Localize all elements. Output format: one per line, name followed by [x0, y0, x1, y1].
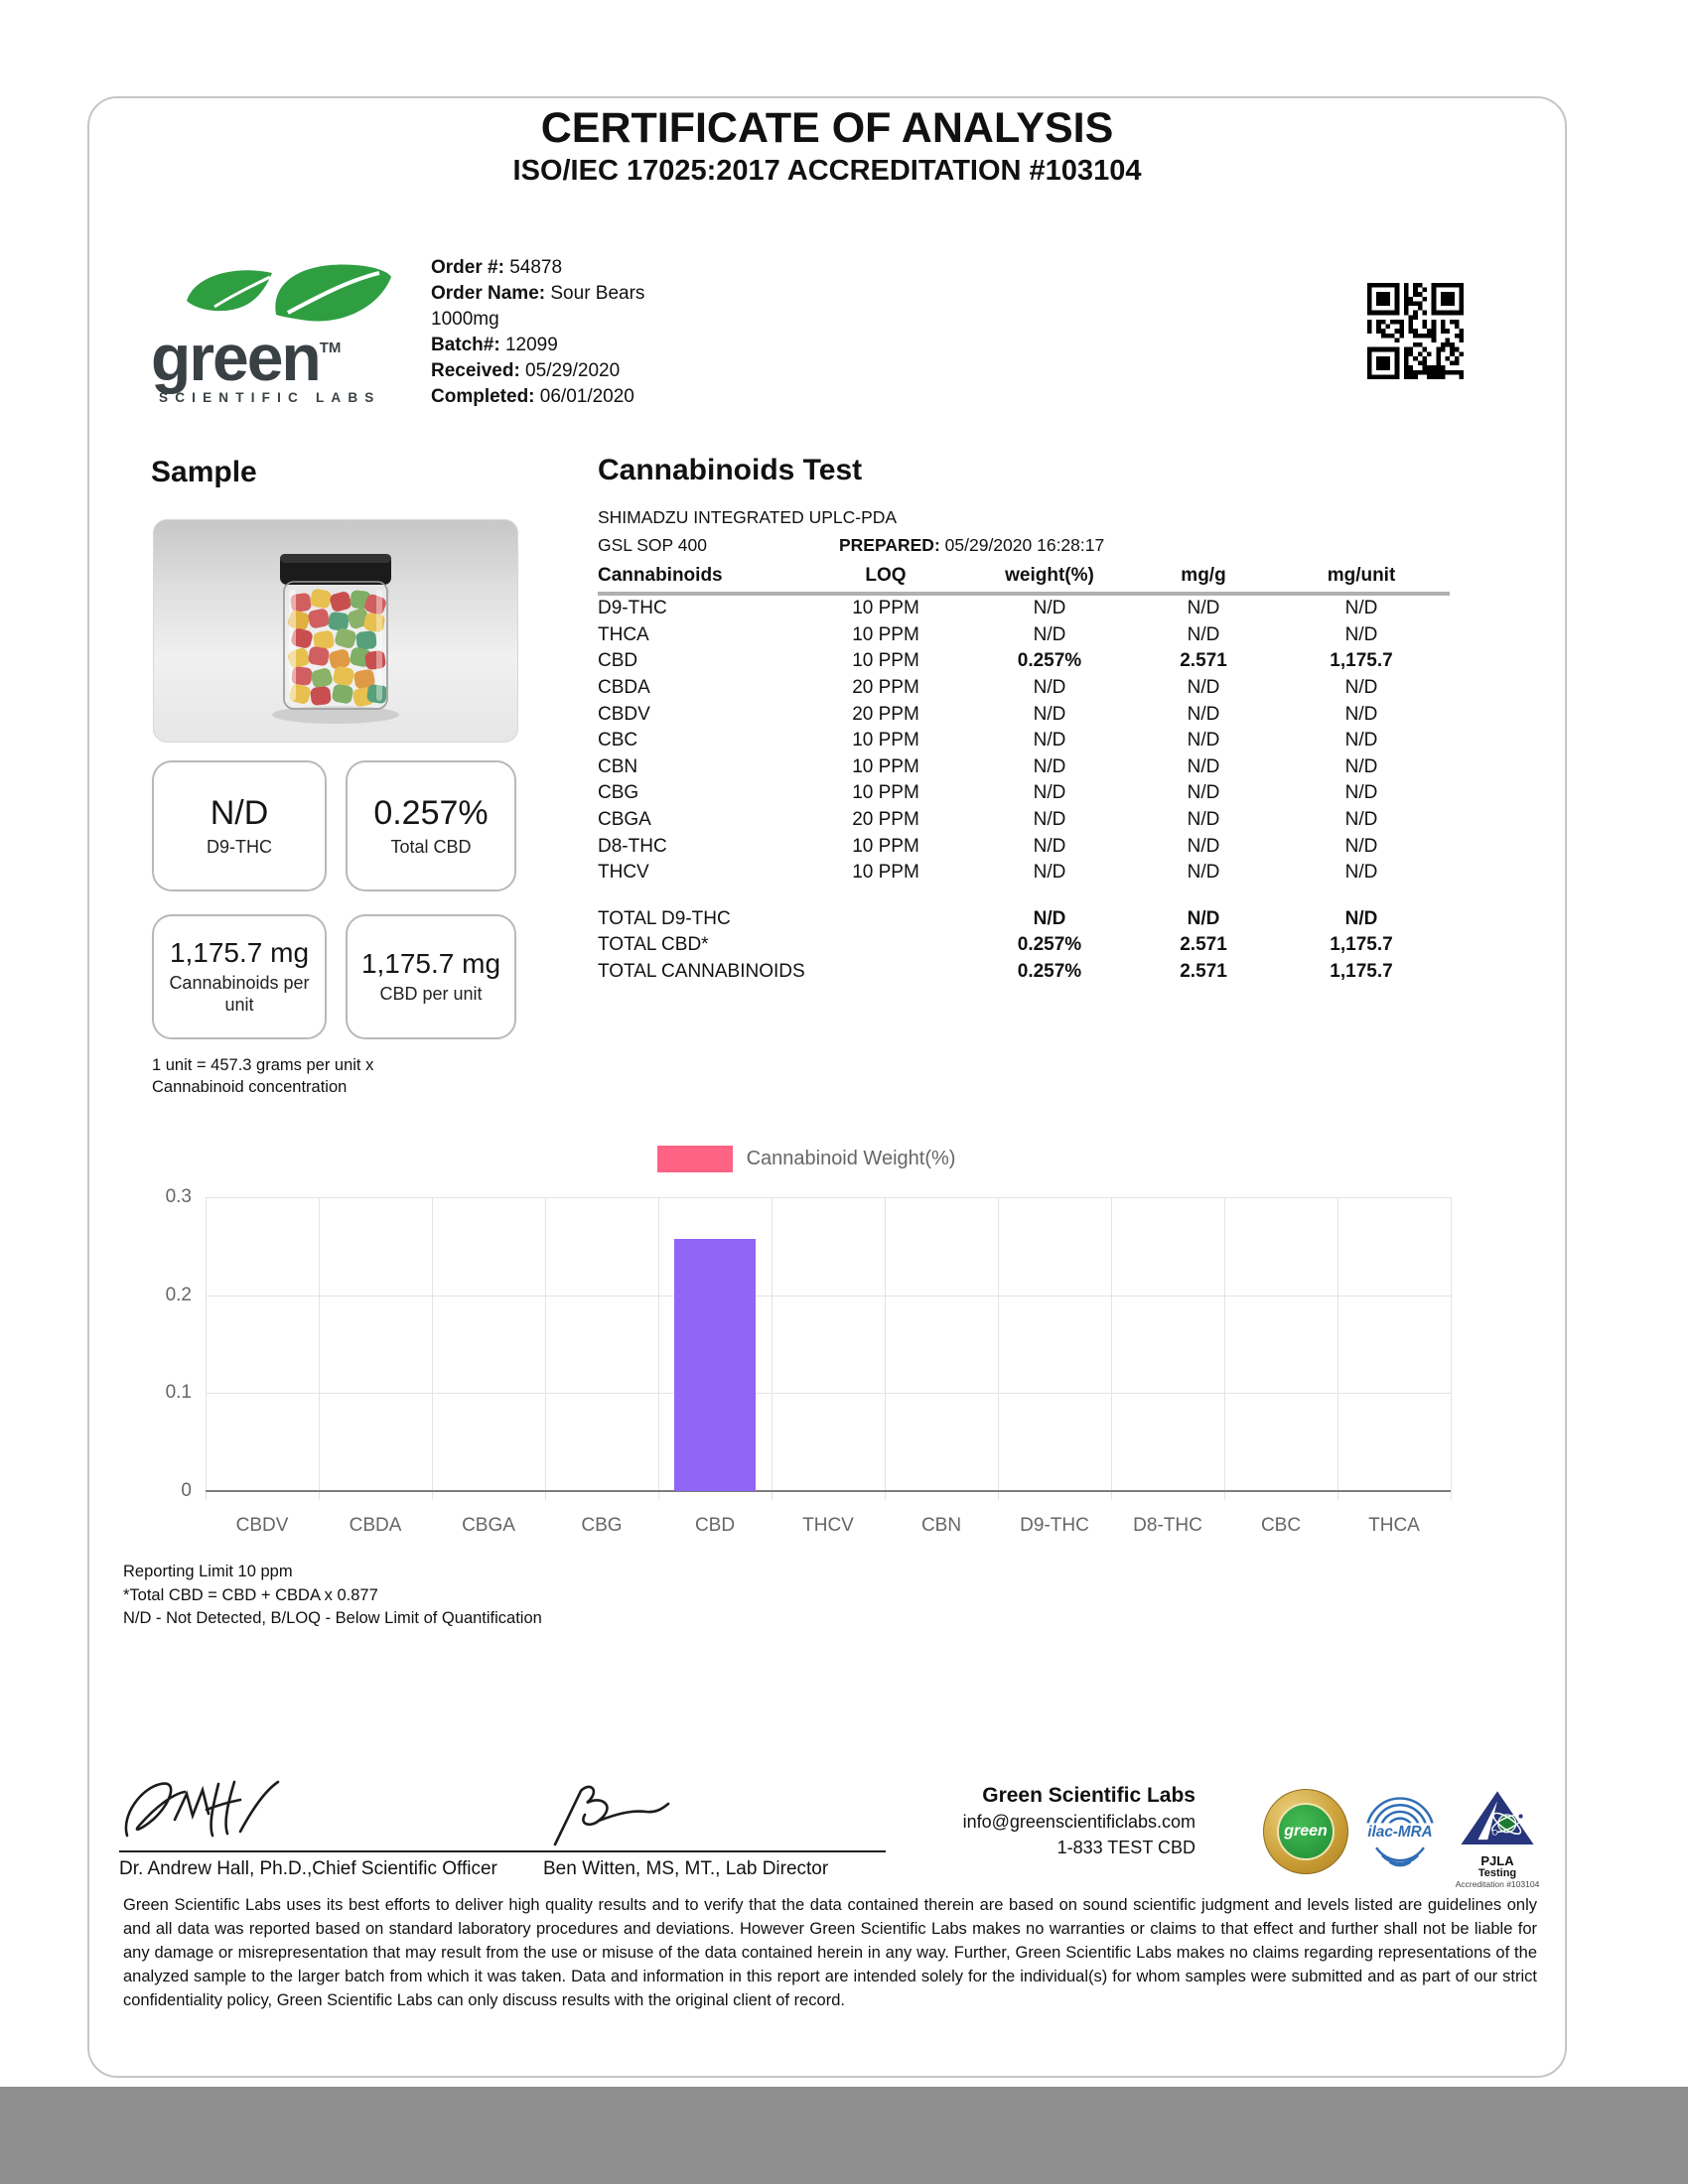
page-subtitle: ISO/IEC 17025:2017 ACCREDITATION #103104 — [512, 155, 1142, 187]
table-cell: N/D — [1033, 862, 1066, 884]
table-row — [598, 833, 1450, 860]
table-cell: N/D — [1187, 598, 1220, 619]
lab-email: info@greenscientificlabs.com — [962, 1812, 1196, 1832]
order-field: Order #: 54878 — [431, 257, 563, 278]
gridline — [206, 1197, 207, 1500]
table-cell: N/D — [1187, 623, 1220, 645]
signer-name-title: Dr. Andrew Hall, Ph.D.,Chief Scientific Officer — [119, 1858, 497, 1879]
table-cell: 2.571 — [1180, 961, 1227, 983]
table-cell: 10 PPM — [852, 730, 919, 751]
table-cell: N/D — [1033, 782, 1066, 804]
table-row — [598, 780, 1450, 807]
table-cell: 2.571 — [1180, 650, 1227, 672]
footnote-line: Reporting Limit 10 ppm — [123, 1563, 293, 1580]
table-cell: CBG — [598, 782, 639, 804]
table-cell: N/D — [1187, 862, 1220, 884]
table-cell: 10 PPM — [852, 755, 919, 777]
table-header: mg/unit — [1273, 565, 1450, 594]
table-cell: N/D — [1344, 782, 1378, 804]
table-cell: 10 PPM — [852, 623, 919, 645]
stat-value: 1,175.7 mg — [360, 948, 501, 980]
lab-contact-block — [925, 1783, 1196, 1860]
gridline — [545, 1197, 546, 1500]
cannabinoid-weight-chart — [116, 1134, 1496, 1570]
x-tick-label: THCA — [1368, 1515, 1420, 1536]
table-header: Cannabinoids — [598, 565, 806, 594]
gridline — [206, 1197, 1451, 1198]
gridline — [1111, 1197, 1112, 1500]
table-cell: N/D — [1187, 730, 1220, 751]
gridline — [1337, 1197, 1338, 1500]
table-cell: TOTAL D9-THC — [598, 907, 731, 929]
table-row — [598, 701, 1450, 728]
table-cell: N/D — [1187, 782, 1220, 804]
table-cell: N/D — [1344, 907, 1378, 929]
table-cell: 10 PPM — [852, 650, 919, 672]
order-field: Completed: 06/01/2020 — [431, 386, 634, 407]
table-cell: CBC — [598, 730, 638, 751]
gridline — [885, 1197, 886, 1500]
table-cell: 0.257% — [1017, 650, 1082, 672]
table-cell: 1,175.7 — [1330, 650, 1393, 672]
table-cell: 1,175.7 — [1330, 934, 1393, 956]
table-cell: CBD — [598, 650, 638, 672]
prepared-timestamp: PREPARED: 05/29/2020 16:28:17 — [839, 535, 1105, 555]
order-field: Received: 05/29/2020 — [431, 360, 621, 381]
stat-box — [152, 914, 327, 1039]
table-cell: 0.257% — [1017, 961, 1082, 983]
table-cell: N/D — [1033, 809, 1066, 831]
table-cell: N/D — [1344, 677, 1378, 699]
signer-name-title: Ben Witten, MS, MT., Lab Director — [543, 1858, 829, 1879]
table-cell: CBGA — [598, 809, 651, 831]
certificate-card — [87, 96, 1567, 2078]
stat-label: CBD per unit — [379, 984, 483, 1005]
table-cell: N/D — [1033, 907, 1066, 929]
chart-legend-label: Cannabinoid Weight(%) — [746, 1148, 956, 1169]
table-cell: CBN — [598, 755, 638, 777]
table-cell: N/D — [1344, 598, 1378, 619]
x-tick-label: CBGA — [462, 1515, 515, 1536]
sample-heading: Sample — [151, 456, 257, 488]
table-cell: 0.257% — [1017, 934, 1082, 956]
table-cell: N/D — [1187, 703, 1220, 725]
table-cell: N/D — [1344, 809, 1378, 831]
table-header: weight(%) — [965, 565, 1134, 594]
viewer-background-strip — [0, 2087, 1688, 2184]
stat-label: Total CBD — [390, 836, 472, 857]
stat-value: 0.257% — [373, 793, 489, 832]
chart-bar — [674, 1239, 756, 1491]
table-cell: 20 PPM — [852, 703, 919, 725]
signature-andrew-hall — [119, 1776, 298, 1847]
cannabinoids-test-heading: Cannabinoids Test — [598, 454, 863, 486]
table-cell: 10 PPM — [852, 835, 919, 857]
y-tick-label: 0.3 — [165, 1186, 192, 1207]
table-row — [598, 860, 1450, 887]
y-tick-label: 0 — [181, 1480, 192, 1501]
table-row — [598, 754, 1450, 781]
table-cell: N/D — [1187, 835, 1220, 857]
signature-ben-witten — [543, 1783, 672, 1848]
table-cell: 20 PPM — [852, 677, 919, 699]
gridline — [206, 1393, 1451, 1394]
table-cell: CBDV — [598, 703, 650, 725]
stat-value: N/D — [210, 793, 269, 832]
table-row — [598, 594, 1450, 622]
table-row — [598, 622, 1450, 649]
x-tick-label: CBDV — [235, 1515, 289, 1536]
table-cell: N/D — [1344, 862, 1378, 884]
x-axis-line — [206, 1490, 1451, 1492]
table-cell: 10 PPM — [852, 782, 919, 804]
table-cell: N/D — [1033, 677, 1066, 699]
table-row — [598, 807, 1450, 834]
table-cell: CBDA — [598, 677, 650, 699]
footnotes — [123, 1561, 542, 1631]
page-title: CERTIFICATE OF ANALYSIS — [540, 104, 1114, 152]
cannabinoids-table — [598, 565, 1450, 985]
table-cell: N/D — [1187, 907, 1220, 929]
table-cell: N/D — [1344, 835, 1378, 857]
x-tick-label: CBN — [920, 1515, 962, 1536]
accreditation-badges — [1263, 1789, 1543, 1889]
table-row — [598, 728, 1450, 754]
table-cell: N/D — [1187, 677, 1220, 699]
unit-note: 1 unit = 457.3 grams per unit x Cannabinoid concentration — [152, 1056, 374, 1097]
stat-box — [152, 760, 327, 891]
order-field: Batch#: 12099 — [431, 335, 558, 355]
table-cell: N/D — [1033, 598, 1066, 619]
x-tick-label: D8-THC — [1133, 1515, 1202, 1536]
y-tick-label: 0.2 — [165, 1284, 192, 1305]
table-cell: 20 PPM — [852, 809, 919, 831]
x-tick-label: THCV — [802, 1515, 854, 1536]
ilac-mra-badge — [1357, 1789, 1443, 1874]
instrument-line: SHIMADZU INTEGRATED UPLC-PDA — [598, 507, 898, 527]
gridline — [998, 1197, 999, 1500]
gridline — [319, 1197, 320, 1500]
table-cell: N/D — [1187, 755, 1220, 777]
x-tick-label: CBG — [581, 1515, 623, 1536]
table-cell: D9-THC — [598, 598, 667, 619]
table-cell: 1,175.7 — [1330, 961, 1393, 983]
order-field: Order Name: Sour Bears 1000mg — [431, 283, 645, 330]
footnote-line: N/D - Not Detected, B/LOQ - Below Limit of Quantification — [123, 1609, 542, 1627]
table-header: LOQ — [806, 565, 965, 594]
table-cell: 10 PPM — [852, 862, 919, 884]
table-cell: TOTAL CBD* — [598, 934, 709, 956]
table-cell: THCV — [598, 862, 649, 884]
logo-tagline: SCIENTIFIC LABS — [159, 390, 381, 406]
green-scientific-labs-logo — [139, 263, 467, 405]
logo-wordmark: green™ — [151, 321, 342, 394]
table-cell: THCA — [598, 623, 649, 645]
green-seal-badge: green — [1263, 1789, 1348, 1874]
gridline — [772, 1197, 773, 1500]
sop-line — [598, 535, 1452, 556]
stat-box — [346, 760, 516, 891]
lab-phone: 1-833 TEST CBD — [1056, 1838, 1196, 1857]
gridline — [206, 1296, 1451, 1297]
y-tick-label: 0.1 — [165, 1382, 192, 1404]
table-total-row — [598, 959, 1450, 986]
table-cell: N/D — [1033, 730, 1066, 751]
stat-box — [346, 914, 516, 1039]
footnote-line: *Total CBD = CBD + CBDA x 0.877 — [123, 1585, 378, 1604]
gridline — [1224, 1197, 1225, 1500]
table-cell: N/D — [1033, 703, 1066, 725]
gridline — [432, 1197, 433, 1500]
table-header: mg/g — [1134, 565, 1273, 594]
svg-text:ilac-MRA: ilac-MRA — [1367, 1823, 1433, 1841]
table-total-row — [598, 932, 1450, 959]
table-cell: 2.571 — [1180, 934, 1227, 956]
stat-label: D9-THC — [207, 836, 272, 857]
table-cell: 10 PPM — [852, 598, 919, 619]
gridline — [1451, 1197, 1452, 1500]
table-row — [598, 675, 1450, 702]
table-cell: N/D — [1033, 755, 1066, 777]
pjla-badge: PJLA Testing Accreditation #103104 — [1452, 1789, 1543, 1889]
disclaimer-text: Green Scientific Labs uses its best efforts to deliver high quality results and to verify that the data contained therein are based on sound scientific judgment and levels listed are guidelines only and all data was reported based on standard laboratory procedures and deviations. However Green Scientific Labs makes no warranties or claims to that effect and further shall not be liable for any damage or misrepresentation that may result from the use or misuse of the data contained herein in any way. Further, Green Scientific Labs makes no claims regarding representations of the analyzed sample to the larger batch from which it was taken. Data and information in this report are intended solely for the individual(s) for whom samples were submitted and as part of our strict confidentiality policy, Green Scientific Labs can only discuss results with the original client of record. — [123, 1896, 1537, 2009]
legend-swatch — [657, 1146, 733, 1172]
table-total-row — [598, 906, 1450, 933]
table-cell: D8-THC — [598, 835, 667, 857]
sample-photo — [153, 519, 518, 743]
table-cell: N/D — [1033, 623, 1066, 645]
stat-label: Cannabinoids per unit — [169, 973, 310, 1015]
table-cell: N/D — [1344, 703, 1378, 725]
sop-label: GSL SOP 400 — [598, 535, 707, 555]
chart-legend — [116, 1146, 1496, 1172]
signature-line — [543, 1850, 886, 1852]
order-info — [431, 255, 665, 410]
table-cell: TOTAL CANNABINOIDS — [598, 961, 805, 983]
table-cell: N/D — [1033, 835, 1066, 857]
sample-stat-boxes — [152, 760, 516, 1039]
lab-name: Green Scientific Labs — [982, 1784, 1196, 1807]
table-cell: N/D — [1344, 623, 1378, 645]
table-row — [598, 648, 1450, 675]
table-cell: N/D — [1344, 755, 1378, 777]
table-cell: N/D — [1344, 730, 1378, 751]
x-tick-label: D9-THC — [1020, 1515, 1089, 1536]
qr-code — [1367, 283, 1464, 379]
stat-value: 1,175.7 mg — [169, 937, 310, 969]
gridline — [658, 1197, 659, 1500]
x-tick-label: CBDA — [349, 1515, 402, 1536]
x-tick-label: CBC — [1260, 1515, 1302, 1536]
table-cell: N/D — [1187, 809, 1220, 831]
gummy-jar-illustration — [154, 520, 517, 742]
x-tick-label: CBD — [694, 1515, 736, 1536]
